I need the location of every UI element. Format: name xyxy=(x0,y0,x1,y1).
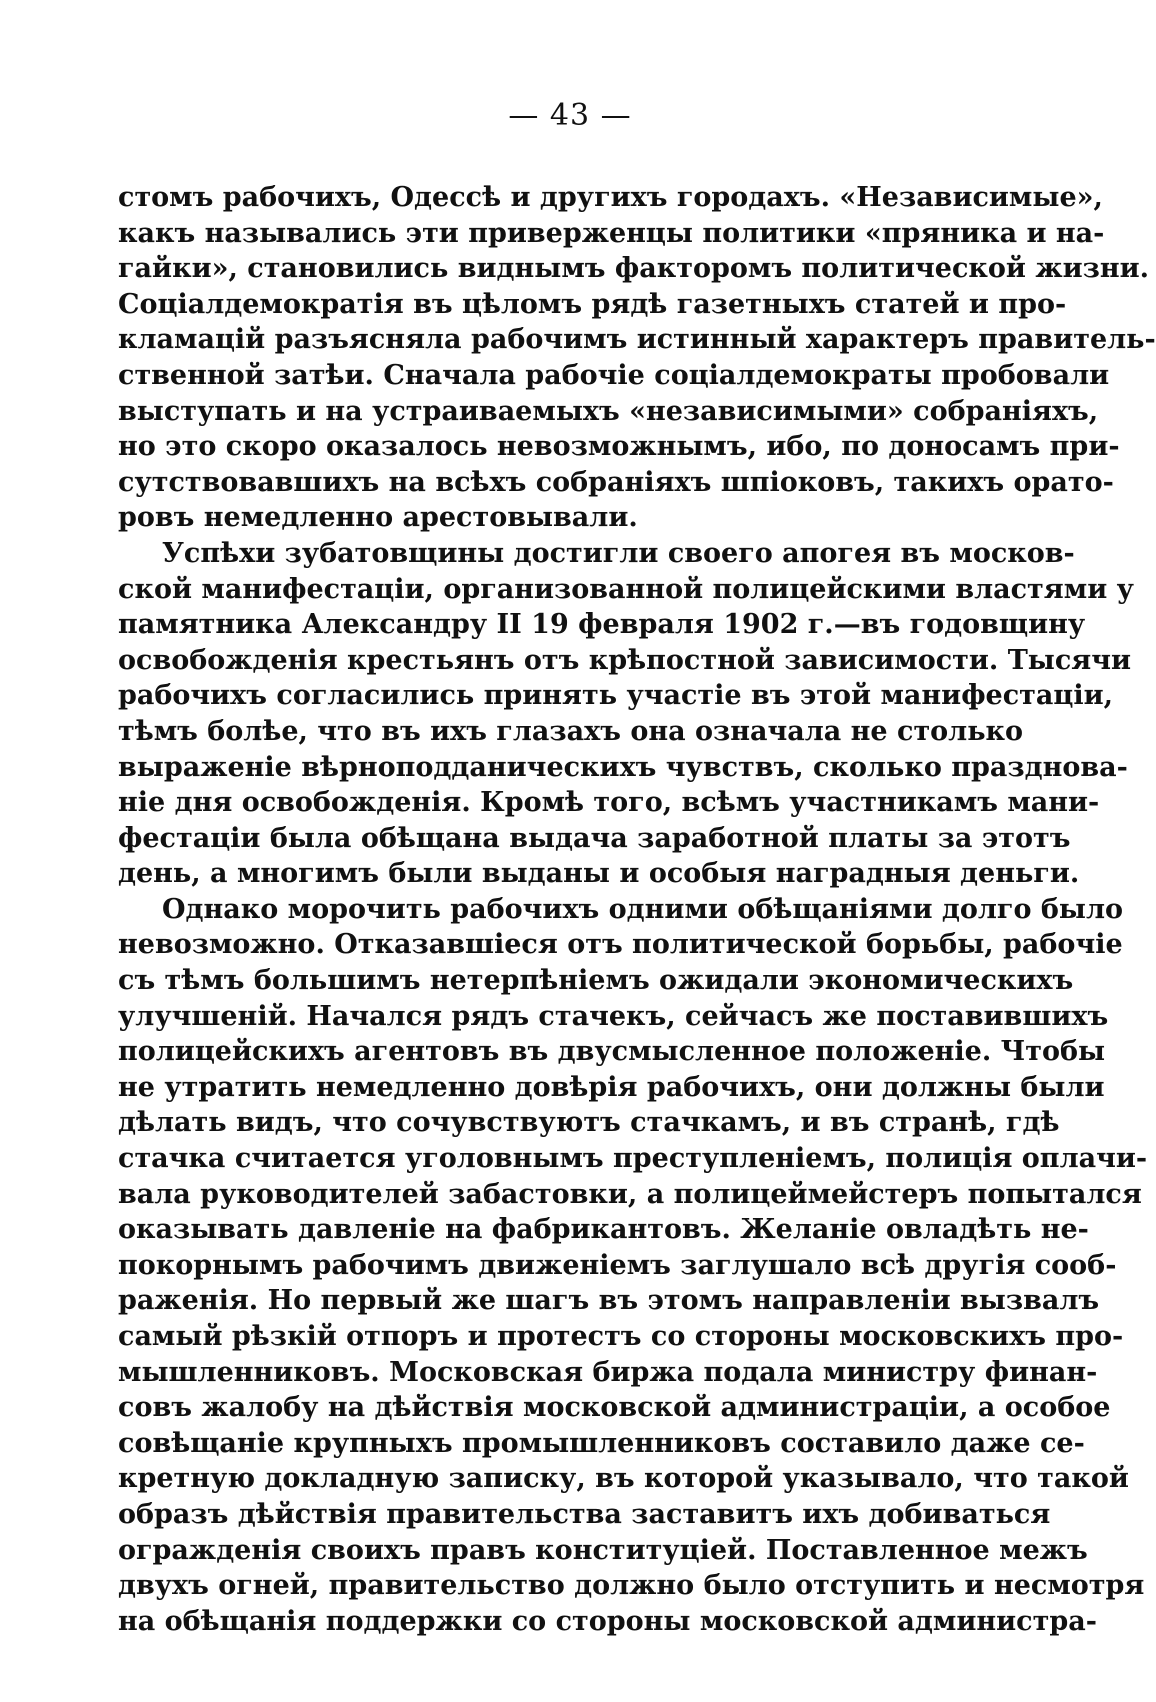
text-line: тѣмъ болѣе, что въ ихъ глазахъ она означала не столько xyxy=(118,715,1024,747)
text-body xyxy=(118,180,1156,1639)
text-line: вала руководителей забастовки, а полицеймейстеръ попытался xyxy=(118,1178,1142,1210)
text-line: ніе дня освобожденія. Кромѣ того, всѣмъ участникамъ мани- xyxy=(118,787,1100,819)
text-line: ственной затѣи. Сначала рабочіе соціалдемократы пробовали xyxy=(118,359,1110,391)
text-line: на обѣщанія поддержки со стороны московской администра- xyxy=(118,1605,1097,1637)
text-line: стачка считается уголовнымъ преступленіемъ, полиція оплачи- xyxy=(118,1143,1148,1175)
text-line: образъ дѣйствія правительства заставитъ ихъ добиваться xyxy=(118,1498,1051,1530)
text-line: не утратить немедленно довѣрія рабочихъ, они должны были xyxy=(118,1071,1105,1103)
text-line: ровъ немедленно арестовывали. xyxy=(118,502,638,534)
text-line: кретную докладную записку, въ которой указывало, что такой xyxy=(118,1463,1129,1495)
text-line: стомъ рабочихъ, Одессѣ и другихъ городахъ. «Независимые», xyxy=(118,182,1103,213)
text-line: рабочихъ согласились принять участіе въ этой манифестаціи, xyxy=(118,680,1114,712)
text-line: раженія. Но первый же шагъ въ этомъ направленіи вызвалъ xyxy=(118,1285,1100,1317)
text-line: но это скоро оказалось невозможнымъ, ибо, по доносамъ при- xyxy=(118,431,1120,463)
text-line: ской манифестаціи, организованной полицейскими властями у xyxy=(118,573,1134,605)
text-line: выступать и на устраиваемыхъ «независимыми» собраніяхъ, xyxy=(118,395,1099,427)
text-line: Соціалдемократія въ цѣломъ рядѣ газетныхъ статей и про- xyxy=(118,288,1067,320)
text-line: сутствовавшихъ на всѣхъ собраніяхъ шпіоковъ, такихъ орато- xyxy=(118,466,1114,498)
text-line: оказывать давленіе на фабрикантовъ. Желаніе овладѣть не- xyxy=(118,1214,1089,1246)
text-line: памятника Александру II 19 февраля 1902 г.—въ годовщину xyxy=(118,609,1086,641)
text-line: покорнымъ рабочимъ движеніемъ заглушало всѣ другія сооб- xyxy=(118,1249,1117,1281)
paragraph xyxy=(118,892,1148,1639)
text-line: Однако морочить рабочихъ одними обѣщаніями долго было xyxy=(162,893,1124,925)
text-line: выраженіе вѣрноподданическихъ чувствъ, сколько празднова- xyxy=(118,751,1128,783)
paragraph xyxy=(118,180,1156,536)
text-line: невозможно. Отказавшіеся отъ политической борьбы, рабочіе xyxy=(118,929,1123,961)
page-number: — 43 — xyxy=(508,98,632,133)
text-line: совъ жалобу на дѣйствія московской администраціи, а особое xyxy=(118,1392,1111,1424)
text-line: съ тѣмъ большимъ нетерпѣніемъ ожидали экономическихъ xyxy=(118,965,1074,997)
text-line: кламацій разъясняла рабочимъ истинный характеръ правитель- xyxy=(118,324,1156,356)
text-line: день, а многимъ были выданы и особыя наградныя деньги. xyxy=(118,858,1080,890)
text-line: освобожденія крестьянъ отъ крѣпостной зависимости. Тысячи xyxy=(118,644,1132,676)
paragraph xyxy=(118,536,1134,892)
text-line: улучшеній. Начался рядъ стачекъ, сейчасъ же поставившихъ xyxy=(118,1000,1109,1032)
text-line: дѣлать видъ, что сочувствуютъ стачкамъ, и въ странѣ, гдѣ xyxy=(118,1107,1060,1139)
text-line: Успѣхи зубатовщины достигли своего апогея въ москов- xyxy=(162,537,1075,569)
text-line: самый рѣзкій отпоръ и протестъ со стороны московскихъ про- xyxy=(118,1321,1124,1352)
text-line: двухъ огней, правительство должно было отступить и несмотря xyxy=(118,1570,1145,1602)
text-line: полицейскихъ агентовъ въ двусмысленное положеніе. Чтобы xyxy=(118,1036,1106,1068)
text-line: огражденія своихъ правъ конституціей. Поставленное межъ xyxy=(118,1534,1088,1566)
text-line: фестаціи была обѣщана выдача заработной платы за этотъ xyxy=(118,822,1071,854)
text-line: гайки», становились виднымъ факторомъ политической жизни. xyxy=(118,253,1150,285)
text-line: какъ назывались эти приверженцы политики «пряника и на- xyxy=(118,217,1105,249)
text-line: мышленниковъ. Московская биржа подала министру финан- xyxy=(118,1356,1098,1388)
text-line: совѣщаніе крупныхъ промышленниковъ составило даже се- xyxy=(118,1427,1085,1459)
